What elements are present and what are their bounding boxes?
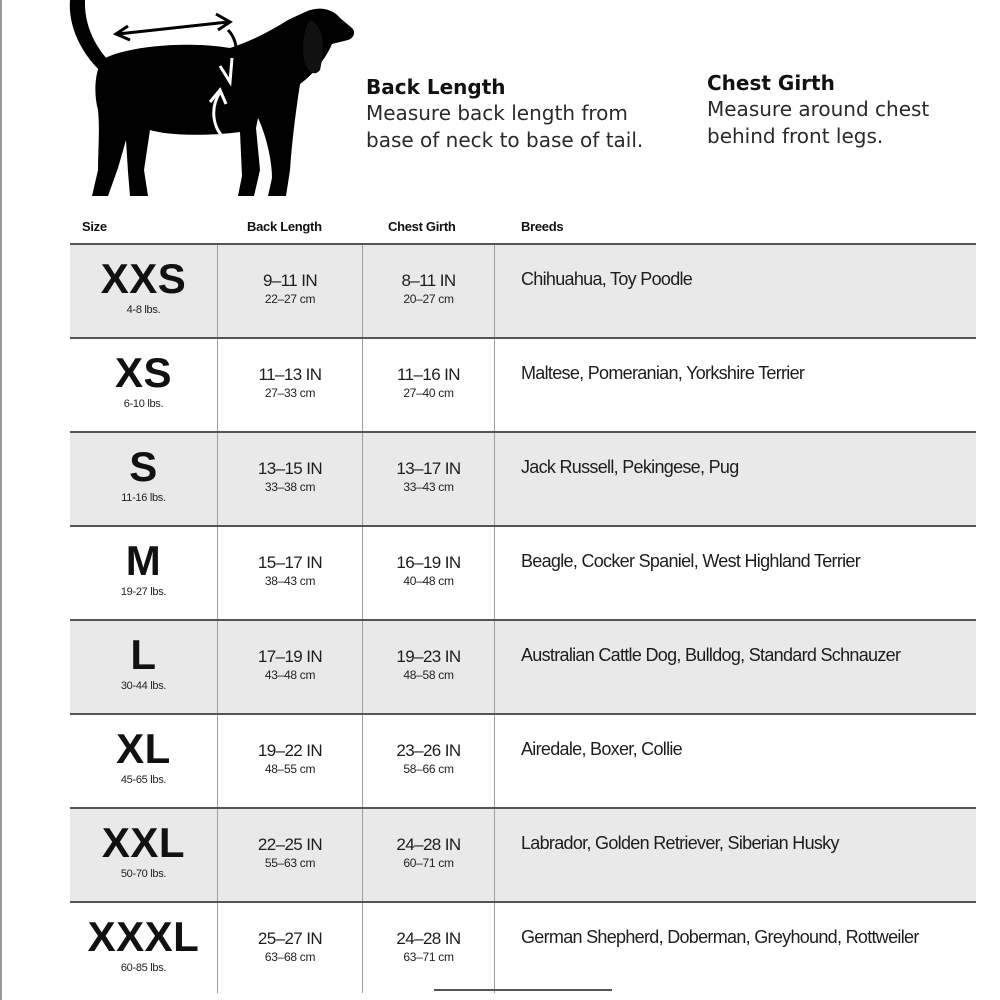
header-back-length: Back Length bbox=[247, 219, 322, 234]
size-code: XXXL bbox=[87, 913, 200, 960]
chest-girth-in: 8–11 IN bbox=[401, 271, 456, 290]
size-code: XL bbox=[116, 725, 171, 772]
table-row bbox=[70, 807, 976, 901]
breeds-text: Beagle, Cocker Spaniel, West Highland Terrier bbox=[521, 551, 861, 571]
breeds-text: Jack Russell, Pekingese, Pug bbox=[521, 457, 739, 477]
size-weight: 30-44 lbs. bbox=[120, 680, 167, 692]
back-length-in: 11–13 IN bbox=[258, 365, 322, 384]
size-weight: 45-65 lbs. bbox=[120, 774, 167, 786]
table-row bbox=[70, 431, 976, 525]
size-code: S bbox=[129, 443, 158, 490]
size-code: XS bbox=[114, 349, 173, 396]
chest-girth-cm: 20–27 cm bbox=[403, 292, 454, 306]
size-code: M bbox=[125, 537, 162, 584]
chest-girth-cm: 48–58 cm bbox=[403, 668, 454, 682]
header-size: Size bbox=[82, 219, 107, 234]
chest-girth-cm: 63–71 cm bbox=[403, 950, 454, 964]
chest-girth-in: 11–16 IN bbox=[397, 365, 460, 384]
back-length-line-2: base of neck to base of tail. bbox=[366, 128, 644, 152]
breeds-text: Chihuahua, Toy Poodle bbox=[521, 269, 693, 289]
bottom-rule bbox=[434, 989, 612, 991]
size-code: L bbox=[130, 631, 157, 678]
back-length-cm: 33–38 cm bbox=[264, 480, 316, 494]
size-weight: 6-10 lbs. bbox=[123, 398, 164, 410]
back-length-line-1: Measure back length from bbox=[366, 101, 628, 125]
chest-girth-in: 16–19 IN bbox=[396, 553, 461, 572]
chest-girth-cm: 58–66 cm bbox=[403, 762, 454, 776]
chest-girth-in: 13–17 IN bbox=[396, 459, 461, 478]
back-length-title: Back Length bbox=[366, 75, 506, 99]
size-weight: 4-8 lbs. bbox=[126, 304, 161, 316]
chest-girth-cm: 33–43 cm bbox=[403, 480, 454, 494]
back-length-in: 22–25 IN bbox=[257, 835, 323, 854]
chest-girth-title: Chest Girth bbox=[707, 71, 835, 95]
back-length-in: 17–19 IN bbox=[257, 647, 323, 666]
header-breeds: Breeds bbox=[521, 219, 564, 234]
back-length-in: 13–15 IN bbox=[257, 459, 323, 478]
back-length-cm: 55–63 cm bbox=[264, 856, 316, 870]
breeds-text: Australian Cattle Dog, Bulldog, Standard Schnauzer bbox=[521, 645, 901, 665]
size-weight: 50-70 lbs. bbox=[120, 868, 167, 880]
header-chest-girth: Chest Girth bbox=[388, 219, 456, 234]
table-row bbox=[70, 619, 976, 713]
back-length-cm: 63–68 cm bbox=[264, 950, 316, 964]
chest-girth-cm: 60–71 cm bbox=[403, 856, 454, 870]
table-row bbox=[70, 243, 976, 337]
chest-girth-in: 23–26 IN bbox=[396, 741, 461, 760]
back-length-cm: 48–55 cm bbox=[264, 762, 316, 776]
size-code: XXS bbox=[100, 255, 187, 302]
back-length-cm: 38–43 cm bbox=[264, 574, 316, 588]
table-row bbox=[70, 525, 976, 619]
back-length-in: 19–22 IN bbox=[257, 741, 323, 760]
chest-girth-cm: 40–48 cm bbox=[403, 574, 454, 588]
breeds-text: Airedale, Boxer, Collie bbox=[521, 739, 682, 759]
size-weight: 11-16 lbs. bbox=[121, 492, 166, 504]
table-row bbox=[70, 901, 976, 993]
chest-girth-line-2: behind front legs. bbox=[707, 124, 884, 148]
chest-girth-in: 24–28 IN bbox=[396, 929, 461, 948]
back-length-in: 15–17 IN bbox=[257, 553, 323, 572]
back-length-cm: 22–27 cm bbox=[264, 292, 316, 306]
size-weight: 19-27 lbs. bbox=[120, 586, 167, 598]
back-length-in: 9–11 IN bbox=[262, 271, 318, 290]
page-left-border bbox=[0, 0, 2, 1000]
size-chart-table bbox=[70, 243, 976, 993]
chest-girth-in: 19–23 IN bbox=[396, 647, 461, 666]
chest-girth-in: 24–28 IN bbox=[396, 835, 461, 854]
back-length-arrow-icon bbox=[116, 14, 230, 40]
back-length-in: 25–27 IN bbox=[257, 929, 323, 948]
size-code: XXL bbox=[101, 819, 186, 866]
back-length-cm: 27–33 cm bbox=[264, 386, 316, 400]
dog-silhouette-icon bbox=[60, 0, 360, 205]
table-row bbox=[70, 713, 976, 807]
chest-girth-line-1: Measure around chest bbox=[707, 97, 930, 121]
breeds-text: German Shepherd, Doberman, Greyhound, Rottweiler bbox=[521, 927, 919, 947]
back-length-cm: 43–48 cm bbox=[264, 668, 316, 682]
breeds-text: Maltese, Pomeranian, Yorkshire Terrier bbox=[521, 363, 805, 383]
chest-girth-guide bbox=[707, 70, 977, 150]
breeds-text: Labrador, Golden Retriever, Siberian Husky bbox=[521, 833, 839, 853]
table-row bbox=[70, 337, 976, 431]
size-weight: 60-85 lbs. bbox=[120, 962, 167, 974]
chest-girth-cm: 27–40 cm bbox=[403, 386, 454, 400]
back-length-guide bbox=[366, 74, 696, 154]
